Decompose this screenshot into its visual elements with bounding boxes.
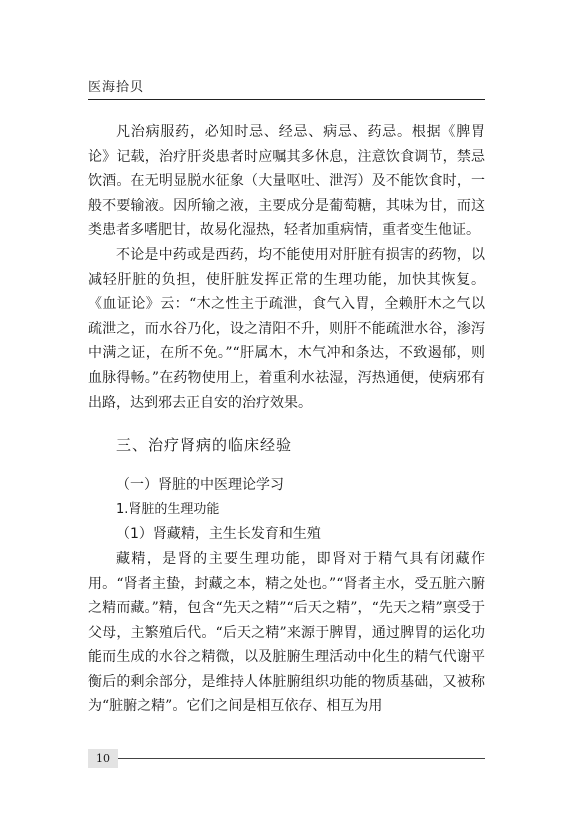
subheading-essence: （1）肾藏精，主生长发育和生殖 [116,526,321,543]
paragraph-2: 不论是中药或是西药，均不能使用对肝脏有损害的药物，以减轻肝脏的负担，使肝脏发挥正常的生理功能，加快其恢复。《血证论》云：“木之性主于疏泄，食气入胃，全赖肝木之气以疏泄之，而水谷乃化，设之清阳不升，则肝不能疏泄水谷，渗泻中满之证，在所不免。”“肝属木，木气冲和条达，不致遏郁，则血脉得畅。”在药物使用上，着重利水祛湿，泻热通便，使病邪有出路，达到邪去正自安的治疗效果。 [88,246,485,411]
section-heading: 三、治疗肾病的临床经验 [116,436,293,455]
footer-rule [118,758,485,759]
paragraph-1: 凡治病服药，必知时忌、经忌、病忌、药忌。根据《脾胃论》记载，治疗肝炎患者时应嘱其多休息，注意饮食调节，禁忌饮酒。在无明显脱水征象（大量呕吐、泄泻）及不能饮食时，一般不要输液。因所输之液，主要成分是葡萄糖，其味为甘，而这类患者多嗜肥甘，故易化湿热，轻者加重病情，重者变生他证。 [88,124,485,239]
subheading-function: 1.肾脏的生理功能 [116,501,220,517]
paragraph-3: 藏精，是肾的主要生理功能，即肾对于精气具有闭藏作用。“肾者主蛰，封藏之本，精之处也。”“肾者主水，受五脏六腑之精而藏。”精，包含“先天之精”“后天之精”，“先天之精”禀受于父母，主繁殖后代。“后天之精”来源于脾胃，通过脾胃的运化功能而生成的水谷之精微，以及脏腑生理活动中化生的精气代谢平衡后的剩余部分，是维持人体脏腑组织功能的物质基础，又被称为“脏腑之精”。它们之间是相互依存、相互为用 [88,550,485,715]
running-title: 医海拾贝 [88,80,145,95]
page-number: 10 [88,749,118,768]
subheading-theory: （一）肾脏的中医理论学习 [116,477,284,494]
body-text [88,120,485,719]
header-rule [88,99,485,100]
